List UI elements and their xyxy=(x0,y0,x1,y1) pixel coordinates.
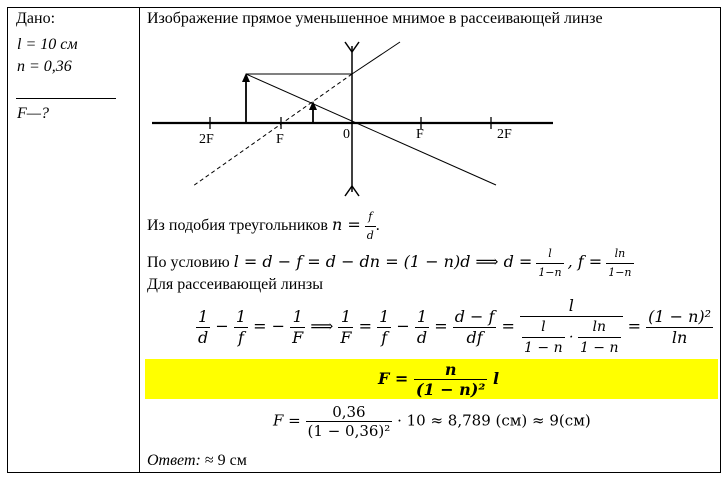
result-den: (1 − n)² xyxy=(415,380,486,399)
find-quantity: F—? xyxy=(17,105,49,122)
eq1: = − xyxy=(253,316,286,336)
result-tail: l xyxy=(492,369,500,388)
calculation xyxy=(273,403,591,440)
f2-den: f xyxy=(237,327,244,347)
f3-num: 1 xyxy=(290,307,305,328)
label-2f-left: 2F xyxy=(199,132,214,147)
inner1-den: 1 − n xyxy=(524,340,563,356)
calc-den: (1 − 0,36)² xyxy=(307,422,391,440)
similarity-den: d xyxy=(366,229,374,242)
implies: ⟹ xyxy=(310,316,334,336)
answer-value: ≈ 9 см xyxy=(204,452,247,469)
f6-den: d xyxy=(416,327,428,347)
inner2-num: ln xyxy=(578,317,621,338)
f5-den: f xyxy=(381,327,388,347)
virtual-extension xyxy=(193,74,352,186)
calc-tail: · 10 ≈ 8,789 (см) ≈ 9(см) xyxy=(397,411,591,430)
result-formula xyxy=(378,360,499,399)
calc-lhs: F = xyxy=(273,411,301,430)
last-den: ln xyxy=(671,327,688,347)
eq4: = xyxy=(501,316,515,336)
condition-f-den: 1−n xyxy=(608,266,632,279)
f7-num: d − f xyxy=(454,306,495,326)
condition-f-fraction xyxy=(606,245,633,282)
last-num: (1 − n)² xyxy=(648,306,712,326)
f6-num: 1 xyxy=(415,307,429,328)
condition-d-num: l xyxy=(536,245,563,264)
f4-num: 1 xyxy=(338,307,353,328)
f7-den: df xyxy=(466,327,483,347)
central-ray xyxy=(246,74,496,185)
f4-den: F xyxy=(340,327,352,347)
answer-label: Ответ: xyxy=(147,452,201,469)
f1-den: d xyxy=(198,327,209,347)
calc-num: 0,36 xyxy=(306,403,393,422)
condition-f-lhs: , f = xyxy=(567,252,603,272)
similarity-line: Из подобия треугольников n = $\frac{f}{d}$ . xyxy=(147,208,380,245)
condition-expr: l = d − f = d − dn = (1 − n)d ⟹ d = xyxy=(233,252,533,272)
label-f-right: F xyxy=(416,127,424,142)
result-num: n xyxy=(414,360,487,380)
diverging-lens-text: Для рассеивающей линзы xyxy=(147,276,323,293)
condition-d-fraction xyxy=(536,245,563,282)
f5-num: 1 xyxy=(379,306,390,326)
result-lhs: F = xyxy=(378,369,409,388)
condition-f-num: ln xyxy=(606,245,633,264)
dot: · xyxy=(569,329,574,346)
refracted-ray xyxy=(352,42,400,74)
similarity-lhs: n = xyxy=(331,215,361,235)
big-num: l xyxy=(520,296,622,317)
lens-formula-chain: $\frac{1}{d}$ − $\frac{1}{f}$ = − $\frac{1}{F}$ ⟹ $\frac{1}{F}$ = $\frac{1}{f}$ − $\frac{1}{d}$ = $\frac{d - f}{df}$ = l $\frac{l}{1 - n}$ · $\frac{\ln}{1 - n}$ = $\frac{\text{(1 − n)²}}{\ln}$ xyxy=(198,296,712,356)
answer-line xyxy=(147,452,247,470)
label-2f-right: 2F xyxy=(497,127,512,142)
given-l: l = 10 см xyxy=(17,36,78,53)
eq2: = xyxy=(358,316,372,336)
eq5: = xyxy=(627,316,642,336)
similarity-text: Из подобия треугольников xyxy=(147,217,328,235)
f3-den: F xyxy=(292,327,304,347)
eq3: = xyxy=(434,316,448,336)
condition-text: По условию xyxy=(147,254,230,272)
label-f-left: F xyxy=(276,132,284,147)
inner1-num: l xyxy=(522,317,565,338)
condition-d-den: 1−n xyxy=(538,266,562,279)
f1-num: 1 xyxy=(196,307,210,328)
f2-num: 1 xyxy=(235,306,247,326)
given-n: n = 0,36 xyxy=(17,58,72,75)
similarity-fraction xyxy=(365,208,376,245)
label-origin: 0 xyxy=(343,127,350,142)
given-header: Дано: xyxy=(16,10,56,27)
inner2-den: 1 − n xyxy=(579,340,619,356)
similarity-num: f xyxy=(365,208,376,227)
image-description: Изображение прямое уменьшенное мнимое в рассеивающей линзе xyxy=(147,10,603,27)
